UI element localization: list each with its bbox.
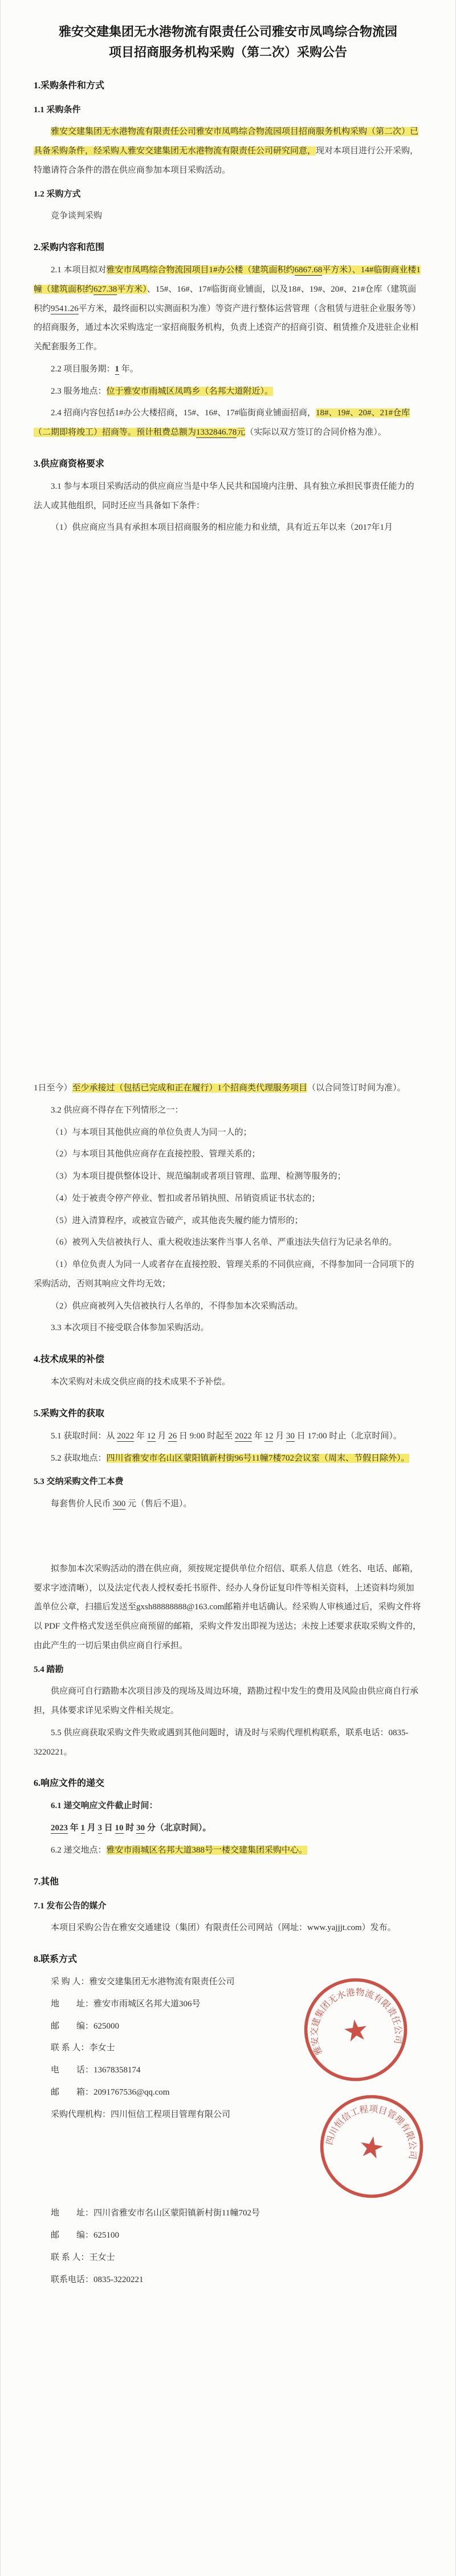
deadline-time-para-run: 2023 — [51, 1823, 68, 1833]
restriction-item-3-run: （3）为本项目提供整体设计、规范编制或者项目管理、监理、检测等服务的； — [51, 1172, 346, 1181]
doc-fee-heading-run: 5.3 交纳采购文件工本费 — [34, 1477, 124, 1487]
content-para-run: 1332846.78 — [196, 428, 237, 437]
purchaser-address-line — [34, 1995, 422, 2014]
scope-para-run: 雅安市凤鸣综合物流园项目1#办公楼（建筑面积约 — [106, 265, 295, 275]
doc-acquire-para-run: gxsh88888888@163.com — [136, 1602, 225, 1612]
purchaser-seal-star-icon: ★ — [340, 2013, 372, 2049]
agency-contact-line — [34, 2248, 422, 2268]
sec8-heading-run: 8.联系方式 — [34, 1955, 78, 1965]
media-heading-run: 7.1 发布公告的媒介 — [34, 1901, 107, 1911]
restriction-note-1 — [34, 1256, 422, 1294]
purchaser-email-line — [34, 2083, 422, 2103]
purchaser-line-run: 采 购 人：雅安交建集团无水港物流有限责任公司 — [51, 1977, 235, 1987]
procurement-method-para-run: 竞争谈判采购 — [51, 211, 103, 221]
page-gap-1 — [34, 541, 422, 1076]
scope-para-run: 、15#、16#、17#临街商业铺面，以及18#、19#、20#、21#仓库（建筑面积约 — [34, 284, 417, 313]
service-period-para-run: 2.2 项目服务期： — [51, 364, 115, 374]
doc-time-para-run: 日 9:00 时起至 — [177, 1431, 235, 1441]
deadline-time-para-run: 30 — [136, 1823, 145, 1833]
doc-time-para-run: 5.1 获取时间：从 — [51, 1431, 117, 1441]
doc-fee-heading — [34, 1473, 422, 1492]
sec1-2-heading-run: 1.2 采购方式 — [34, 189, 81, 199]
purchaser-line — [34, 1973, 422, 1992]
purchaser-email-line-run: 邮 箱：2091767536@qq.com — [51, 2087, 170, 2097]
agency-line-run: 采购代理机构：四川恒信工程项目管理有限公司 — [51, 2109, 231, 2119]
submit-location-para-run: 雅安市雨城区名邦大道388号一楼交建集团采购中心。 — [106, 1845, 308, 1855]
service-location-para-run: 2.3 服务地点： — [51, 386, 107, 396]
purchaser-phone-line-run: 电 话：13678358174 — [51, 2066, 141, 2075]
sec4-heading — [34, 1350, 422, 1370]
qualification-item-1-cont-run: 至少承接过（包括已完成和正在履行）1个招商类代理服务项目 — [72, 1083, 308, 1093]
content-para — [34, 404, 422, 443]
qualification-item-1-cont-run: 1日至今） — [34, 1083, 72, 1093]
contact-section — [34, 1973, 422, 2289]
doc-time-para-run: 月 — [273, 1431, 286, 1441]
doc-time-para-run: 年 — [251, 1431, 265, 1441]
sec6-heading-run: 6.响应文件的递交 — [34, 1778, 105, 1789]
scope-para-run: 627.38 — [93, 284, 117, 294]
deadline-time-para-run: 月 — [85, 1823, 98, 1833]
agency-seal-star-icon: ★ — [355, 2129, 388, 2166]
purchase-conditions-para-run: 现对本项目进行公开采购，特邀请符合条件的潜在供应商参加本项目采购活动。 — [34, 146, 419, 175]
restriction-item-4-run: （4）处于被责令停产停业、暂扣或者吊销执照、吊销资质证书状态的； — [51, 1193, 320, 1203]
doc-time-para-run: 30 — [286, 1431, 295, 1441]
agency-contact-line-run: 联 系 人：王女士 — [51, 2252, 115, 2262]
scope-para-run: 平方米）、14#临街商业楼1幢（建筑面积约 — [34, 265, 421, 294]
helpline-para-run: 。 — [63, 1747, 72, 1757]
content-para-run: 2.4 招商内容包括1#办公大楼招商，15#、16#、17#临街商业铺面招商， — [51, 408, 316, 418]
helpline-para — [34, 1724, 422, 1763]
restriction-intro-para — [34, 1101, 422, 1121]
sec7-heading — [34, 1872, 422, 1892]
survey-para — [34, 1682, 422, 1721]
qualification-item-1-cont — [34, 1079, 422, 1098]
procurement-method-para — [34, 207, 422, 226]
restriction-item-4 — [34, 1189, 422, 1209]
qualification-item-1-cont-run: （以合同签订时间为准）。 — [307, 1083, 406, 1093]
purchaser-contact-line — [34, 2039, 422, 2058]
deadline-time-para-run: 日 — [102, 1823, 115, 1833]
purchase-conditions-para — [34, 122, 422, 180]
sec2-heading-run: 2.采购内容和范围 — [34, 243, 105, 253]
restriction-note-2 — [34, 1297, 422, 1316]
restriction-item-1 — [34, 1123, 422, 1143]
sec1-heading — [34, 76, 422, 96]
deadline-label-para-run: 6.1 递交响应文件截止时间： — [51, 1801, 158, 1811]
scope-para-run: 9541.26 — [51, 304, 79, 313]
scope-para-run: 2.1 本项目拟对 — [51, 265, 107, 275]
service-period-para-run: 年。 — [119, 364, 139, 374]
service-period-para — [34, 360, 422, 379]
sec3-heading-run: 3.供应商资格要求 — [34, 459, 105, 469]
purchaser-zip-line — [34, 2017, 422, 2037]
qualification-para — [34, 477, 422, 516]
doc-location-para-run: 四川省雅安市名山区蒙阳镇新村街96号11幢7楼702会议室（周末、节假日除外）。 — [106, 1453, 410, 1463]
scope-para-run: 平方米） — [117, 284, 147, 294]
sec3-heading — [34, 454, 422, 475]
doc-location-para-run: 5.2 获取地点： — [51, 1453, 107, 1463]
helpline-para-run: 5.5 供应商获取采购文件失败或遇到其他问题时，请及时与采购代理机构联系，联系电话： — [51, 1728, 389, 1737]
content-para-run: 预计租费总额为 — [136, 428, 197, 437]
scope-para — [34, 261, 422, 357]
consortium-para-run: 3.3 本次项目不接受联合体参加采购活动。 — [51, 1323, 209, 1333]
doc-time-para-run: 12 — [146, 1431, 156, 1441]
scope-para-run: 6867.68 — [294, 265, 323, 275]
qualification-item-1 — [34, 518, 422, 538]
doc-fee-para-run: 元（售后不退）。 — [125, 1499, 192, 1509]
agency-address-line-run: 地 址：四川省雅安市名山区蒙阳镇新村街11幢702号 — [51, 2209, 260, 2218]
doc-acquire-para — [34, 1560, 422, 1656]
doc-time-para-run: 12 — [264, 1431, 274, 1441]
agency-zip-line — [34, 2226, 422, 2246]
survey-heading-run: 5.4 踏勘 — [34, 1665, 64, 1674]
restriction-item-5-run: （5）进入清算程序，或被宣告破产，或其他丧失履约能力情形的； — [51, 1216, 303, 1225]
content-para-run: 18#、19#、20#、21#仓库（二期即将竣工）招商等。 — [34, 408, 410, 437]
service-location-para-run: 位于雅安市雨城区凤鸣乡（名邦大道附近）。 — [106, 386, 274, 396]
content-para-run: 元 — [237, 428, 246, 437]
purchaser-contact-line-run: 联 系 人：李女士 — [51, 2043, 115, 2053]
deadline-time-para-run: 分（北京时间）。 — [145, 1823, 211, 1833]
sec2-heading — [34, 238, 422, 258]
agency-line — [34, 2105, 422, 2125]
purchaser-address-line-run: 地 址：雅安市雨城区名邦大道306号 — [51, 1999, 201, 2009]
doc-time-para-run: 2022 — [117, 1431, 135, 1441]
document-body — [34, 76, 422, 1970]
restriction-item-2 — [34, 1145, 422, 1164]
service-period-para-run: 1 — [115, 364, 120, 374]
doc-time-para-run: 日 17:00 时止（北京时间）。 — [295, 1431, 402, 1441]
doc-time-para-run: 2022 — [234, 1431, 252, 1441]
purchaser-phone-line — [34, 2061, 422, 2080]
deadline-time-para — [34, 1819, 422, 1838]
doc-fee-para — [34, 1495, 422, 1514]
media-heading — [34, 1897, 422, 1916]
agency-zip-line-run: 邮 编：625100 — [51, 2231, 120, 2240]
media-para-run: 本项目采购公告在雅安交通建设（集团）有限责任公司网站（网址：www.yajjjt.com）发布。 — [51, 1923, 396, 1933]
doc-location-para — [34, 1449, 422, 1469]
content-para-run: （实际以双方签订的合同价格为准）。 — [245, 428, 386, 437]
tech-compensation-para — [34, 1373, 422, 1392]
submit-location-para — [34, 1841, 422, 1861]
helpline-para-run: 0835-3220221 — [34, 1728, 409, 1757]
restriction-intro-para-run: 3.2 供应商不得存在下列情形之一： — [51, 1105, 184, 1115]
service-location-para — [34, 382, 422, 402]
sec1-2-heading — [34, 185, 422, 205]
doc-acquire-para-run: 邮箱并电话确认。经采购人审核通过后，采购文件将以 PDF 文件格式发送至供应商预留的邮箱，采购文件发出即视为送达；未按上述要求获取采购文件的，由此产生的一切后果由供应商自行承担。 — [34, 1602, 422, 1650]
deadline-time-para-run: 10 — [115, 1823, 124, 1833]
doc-time-para-run: 月 — [155, 1431, 169, 1441]
doc-fee-para-run: 每套售价人民币 — [51, 1499, 113, 1509]
restriction-note-2-run: （2）供应商被列入失信被执行人名单的，不得参加本次采购活动。 — [51, 1301, 303, 1311]
deadline-time-para-run: 时 — [123, 1823, 137, 1833]
restriction-item-3 — [34, 1167, 422, 1187]
sec1-1-heading — [34, 101, 422, 120]
deadline-time-para-run: 年 — [68, 1823, 81, 1833]
agency-phone-line — [34, 2271, 422, 2290]
tech-compensation-para-run: 本次采购对未成交供应商的技术成果不予补偿。 — [51, 1377, 231, 1387]
media-para — [34, 1919, 422, 1938]
agency-phone-line-run: 联系电话：0835-3220221 — [51, 2275, 144, 2284]
agency-address-line — [34, 2204, 422, 2223]
svg-text:四川恒信工程项目管理有限公司: 四川恒信工程项目管理有限公司 — [324, 2104, 418, 2160]
restriction-item-2-run: （2）与本项目其他供应商存在直接控股、管理关系的； — [51, 1150, 260, 1159]
consortium-para — [34, 1319, 422, 1338]
sec7-heading-run: 7.其他 — [34, 1876, 59, 1887]
page-gap-2 — [34, 1517, 422, 1557]
page-gap-3 — [34, 2127, 422, 2201]
purchaser-zip-line-run: 邮 编：625000 — [51, 2021, 120, 2031]
deadline-time-para-run: 3 — [97, 1823, 103, 1833]
scope-para-run: 平方米，最终面积以实测面积为准）等资产进行整体运营管理（含租赁与进驻企业服务等）的招商服务，通过本次采购选定一家招商服务机构，负责上述资产的招商引资、租赁推介及进驻企业相关配套服务工作。 — [34, 304, 421, 352]
doc-acquire-para-run: 拟参加本次采购活动的潜在供应商，须按规定提供单位介绍信、联系人信息（姓名、电话、邮箱，要求字迹清晰），以及法定代表人授权委托书原件、经办人身份证复印件等相关资料，上述资料均须加盖单位公章，扫描后发送至 — [34, 1564, 419, 1612]
restriction-item-1-run: （1）与本项目其他供应商的单位负责人为同一人的； — [51, 1127, 252, 1137]
sec1-1-heading-run: 1.1 采购条件 — [34, 105, 81, 115]
doc-time-para-run: 年 — [134, 1431, 147, 1441]
sec5-heading — [34, 1404, 422, 1424]
sec5-heading-run: 5.采购文件的获取 — [34, 1408, 105, 1418]
deadline-label-para — [34, 1797, 422, 1816]
qualification-para-run: 3.1 参与本项目采购活动的供应商应当是中华人民共和国境内注册、具有独立承担民事责任能力的法人或其他组织，同时还应当具备如下条件： — [34, 481, 414, 510]
restriction-note-1-run: （1）单位负责人为同一人或者存在直接控股、管理关系的不同供应商，不得参加同一合同项下的采购活动，否则其响应文件均无效； — [34, 1260, 414, 1289]
restriction-item-5 — [34, 1212, 422, 1231]
submit-location-para-run: 6.2 递交地点： — [51, 1845, 107, 1855]
sec6-heading — [34, 1773, 422, 1794]
sec4-heading-run: 4.技术成果的补偿 — [34, 1355, 105, 1365]
svg-text:雅安交建集团无水港物流有限责任公司: 雅安交建集团无水港物流有限责任公司 — [310, 1988, 403, 2057]
qualification-item-1-run: （1）供应商应当具有承担本项目招商服务的相应能力和业绩，具有近五年以来（2017年1月 — [51, 523, 393, 533]
survey-para-run: 供应商可自行踏勘本次项目涉及的现场及周边环境，踏勘过程中发生的费用及风险由供应商自行承担，具体要求详见采购文件相关规定。 — [34, 1687, 419, 1716]
doc-fee-para-run: 300 — [112, 1499, 126, 1509]
doc-time-para — [34, 1427, 422, 1446]
purchase-conditions-para-run: 雅安交建集团无水港物流有限责任公司雅安市凤鸣综合物流园项目招商服务机构采购（第二次）已具备采购条件，经采购人雅安交建集团无水港物流有限责任公司研究同意， — [34, 127, 419, 156]
sec8-heading — [34, 1949, 422, 1970]
deadline-time-para-run: 1 — [80, 1823, 85, 1833]
restriction-item-6-run: （6）被列入失信被执行人、重大税收违法案件当事人名单、严重违法失信行为记录名单的。 — [51, 1238, 397, 1248]
doc-time-para-run: 26 — [168, 1431, 177, 1441]
survey-heading — [34, 1661, 422, 1680]
sec1-heading-run: 1.采购条件和方式 — [34, 80, 105, 91]
restriction-item-6 — [34, 1233, 422, 1253]
doc-title: 雅安交建集团无水港物流有限责任公司雅安市凤鸣综合物流园项目招商服务机构采购（第二次）采购公告 — [58, 24, 397, 60]
